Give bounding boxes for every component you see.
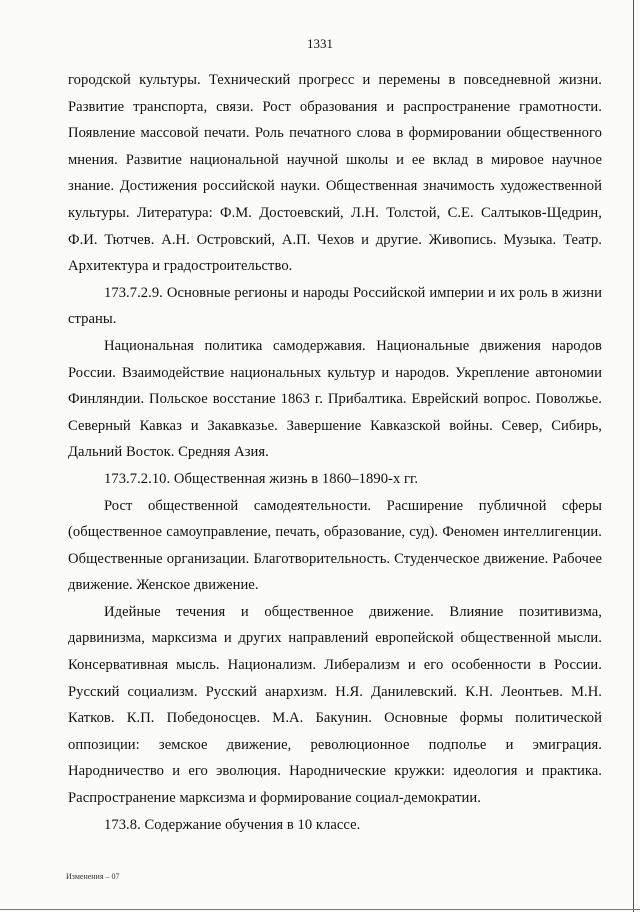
- page-number: 1331: [307, 36, 333, 51]
- section-heading-public-life: 173.7.2.10. Общественная жизнь в 1860–1890-х гг.: [104, 470, 419, 487]
- footer-revision-note: Изменения – 07: [66, 872, 120, 881]
- paragraph-culture: городской культуры. Технический прогресс и перемены в повседневной жизни. Развитие транспорта, связи. Рост образования и распространение грамотности. Появление массовой печати. Роль печатного слова в формировании общественного мнения. Развитие национальной научной школы и ее вклад в мировое научное знание. Достижения российской науки. Общественная значимость художественной культуры. Литература: Ф.М. Достоевский, Л.Н. Толстой, С.Е. Салтыков-Щедрин, Ф.И. Тютчев. А.Н. Островский, А.П. Чехов и другие. Живопись. Музыка. Театр. Архитектура и градостроительство.: [68, 72, 602, 275]
- section-heading-regions: 173.7.2.9. Основные регионы и народы Российской империи и их роль в жизни страны.: [68, 284, 602, 328]
- scan-edge-right: [633, 0, 634, 912]
- body-text: [68, 67, 602, 838]
- paragraph-ideological-trends: Идейные течения и общественное движение. Влияние позитивизма, дарвинизма, марксизма и других направлений европейской общественной мысли. Консервативная мысль. Национализм. Либерализм и его особенности в России. Русский социализм. Русский анархизм. Н.Я. Данилевский. К.Н. Леонтьев. М.Н. Катков. К.П. Победоносцев. М.А. Бакунин. Основные формы политической оппозиции: земское движение, революционное подполье и эмиграция. Народничество и его эволюция. Народнические кружки: идеология и практика. Распространение марксизма и формирование социал-демократии.: [68, 603, 602, 807]
- section-heading-grade-10: 173.8. Содержание обучения в 10 классе.: [104, 816, 361, 833]
- paragraph-national-policy: Национальная политика самодержавия. Национальные движения народов России. Взаимодействие национальных культур и народов. Укрепление автономии Финляндии. Польское восстание 1863 г. Прибалтика. Еврейский вопрос. Поволжье. Северный Кавказ и Закавказье. Завершение Кавказской войны. Север, Сибирь, Дальний Восток. Средняя Азия.: [68, 337, 602, 461]
- scan-edge-bottom: [0, 909, 640, 910]
- paragraph-public-initiative: Рост общественной самодеятельности. Расширение публичной сферы (общественное самоуправление, печать, образование, суд). Феномен интеллигенции. Общественные организации. Благотворительность. Студенческое движение. Рабочее движение. Женское движение.: [68, 497, 602, 594]
